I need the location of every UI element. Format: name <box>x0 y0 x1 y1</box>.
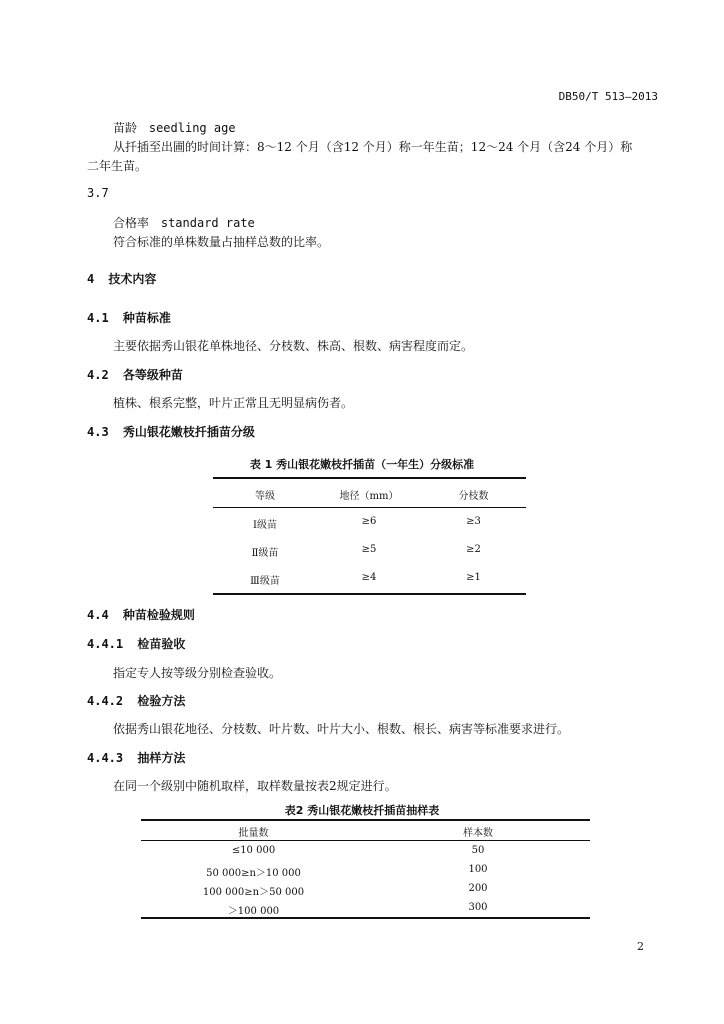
table2-caption: 表2 秀山银花嫩枝扦插苗抽样表 <box>284 804 440 817</box>
table1-caption: 表 1 秀山银花嫩枝扦插苗（一年生）分级标准 <box>249 458 475 471</box>
section-heading-4-4-1: 4.4.1 检苗验收 <box>87 637 186 651</box>
section-heading-4-4-3: 4.4.3 抽样方法 <box>87 751 186 765</box>
table-cell: 300 <box>468 902 488 913</box>
grading-table <box>213 477 526 595</box>
body-4-1: 主要依据秀山银花单株地径、分枝数、株高、根数、病害程度而定。 <box>113 339 474 353</box>
section-heading-4: 4 技术内容 <box>87 272 157 286</box>
table-header-cell: 地径（mm） <box>339 491 399 502</box>
table-cell: Ⅲ级苗 <box>250 576 280 587</box>
definition-seedling-age-line1: 从扦插至出圃的时间计算：8～12 个月（含12 个月）称一年生苗；12～24 个月（含24 个月）称 <box>113 140 633 154</box>
term-en: standard rate <box>160 216 255 230</box>
table-top-rule <box>213 477 526 479</box>
table-cell: ≤10 000 <box>231 845 276 856</box>
section-heading-4-4-2: 4.4.2 检验方法 <box>87 694 186 708</box>
table-cell: ≥1 <box>466 572 481 583</box>
table-header-cell: 分枝数 <box>458 491 489 502</box>
table-cell: Ⅱ级苗 <box>251 548 279 559</box>
definition-standard-rate: 符合标准的单株数量占抽样总数的比率。 <box>113 235 330 249</box>
table-top-rule <box>141 819 590 821</box>
table-cell: Ⅰ级苗 <box>253 520 277 531</box>
term-cn: 合格率 <box>113 216 150 230</box>
table-header-cell: 批量数 <box>238 828 269 839</box>
table-cell: 100 <box>468 864 488 875</box>
body-4-2: 植株、根系完整，叶片正常且无明显病伤者。 <box>113 396 354 410</box>
term-cn: 苗龄 <box>113 121 138 135</box>
table-cell: 100 000≥n＞50 000 <box>202 887 305 898</box>
definition-seedling-age-line2: 二年生苗。 <box>87 159 148 173</box>
table-cell: ≥4 <box>361 572 377 583</box>
table-header-cell: 等级 <box>255 491 275 502</box>
body-4-4-3: 在同一个级别中随机取样，取样数量按表2规定进行。 <box>113 779 397 793</box>
term-standard-rate <box>113 214 255 231</box>
table-bottom-rule <box>213 593 526 595</box>
section-heading-4-4: 4.4 种苗检验规则 <box>87 608 195 622</box>
document-code-header: DB50/T 513—2013 <box>558 90 658 103</box>
table-header-rule <box>213 507 526 508</box>
section-heading-4-1: 4.1 种苗标准 <box>87 311 171 325</box>
body-4-4-1: 指定专人按等级分别检查验收。 <box>113 666 282 680</box>
section-number-3-7: 3.7 <box>87 186 109 200</box>
term-seedling-age <box>113 119 236 136</box>
table-cell: 50 <box>471 845 485 856</box>
table-cell: 200 <box>468 883 488 894</box>
table-header-rule <box>141 840 590 841</box>
term-en: seedling age <box>148 121 236 135</box>
body-4-4-2: 依据秀山银花地径、分枝数、叶片数、叶片大小、根数、根长、病害等标准要求进行。 <box>113 722 570 736</box>
table-cell: ≥5 <box>361 544 377 555</box>
table-cell: 50 000≥n＞10 000 <box>206 868 301 879</box>
page-number: 2 <box>637 940 644 953</box>
table-cell: ≥6 <box>361 516 377 527</box>
table-header-cell: 样本数 <box>463 828 493 839</box>
table-bottom-rule <box>141 917 590 919</box>
section-heading-4-3: 4.3 秀山银花嫩枝扦插苗分级 <box>87 425 255 439</box>
table-cell: ＞100 000 <box>227 906 280 917</box>
section-heading-4-2: 4.2 各等级种苗 <box>87 368 183 382</box>
table-cell: ≥3 <box>466 516 481 527</box>
table-cell: ≥2 <box>466 544 481 555</box>
sampling-table <box>141 819 590 919</box>
